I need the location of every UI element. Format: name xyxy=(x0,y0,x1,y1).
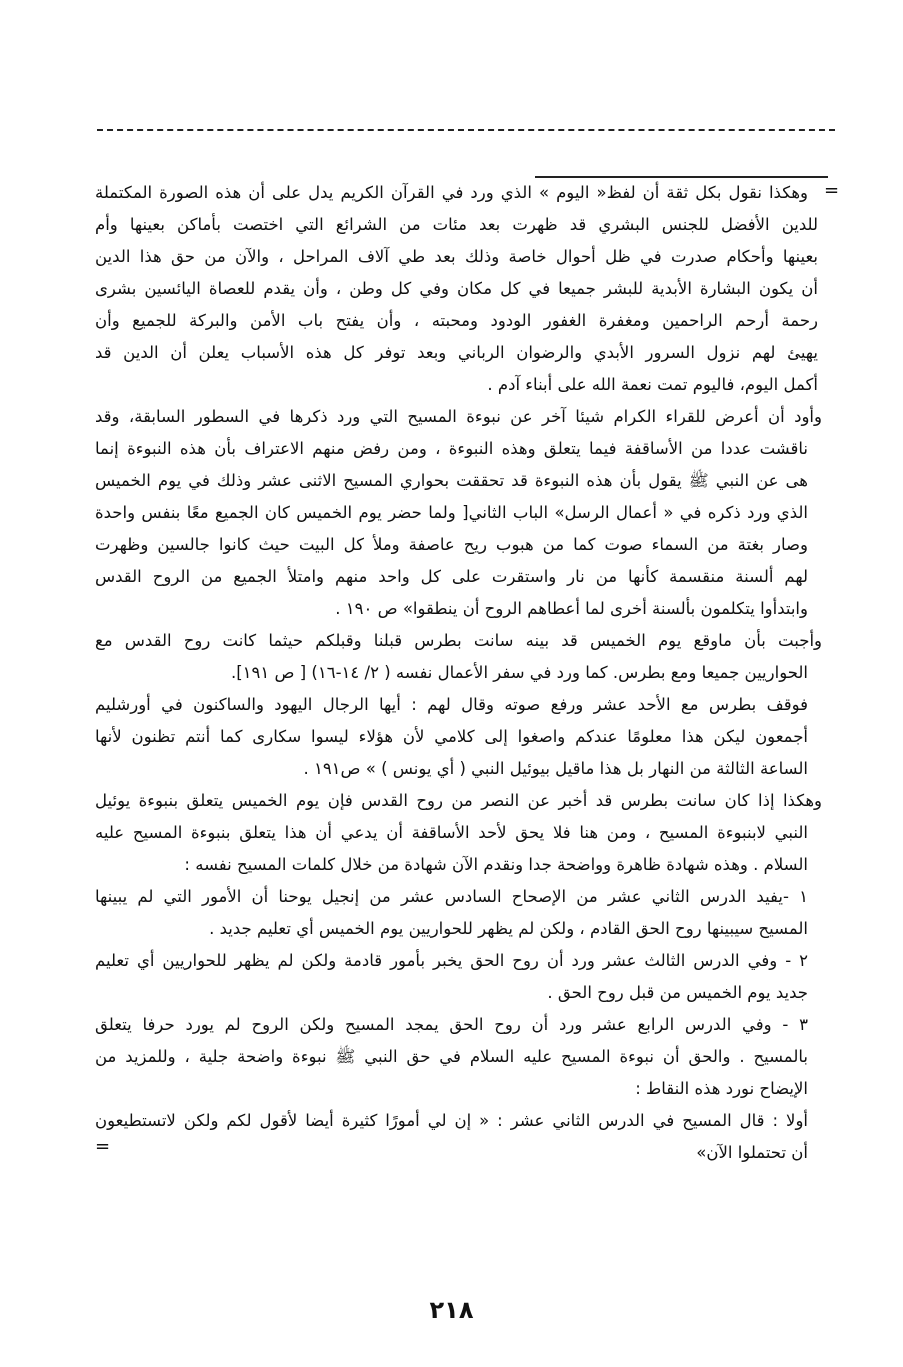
text-line: أولا : قال المسيح في الدرس الثاني عشر : « إن لي أمورًا كثيرة أيضا لأقول لكم ولكن لاتستطيعون xyxy=(95,1111,808,1130)
dashed-separator xyxy=(97,129,835,131)
text-line: النبي لابنبوءة المسيح ، ومن هنا فلا يحق لأحد الأساقفة أن يدعي أن هذا يتعلق بنبوءة المسيح عليه xyxy=(95,823,808,842)
text-line: بالمسيح . والحق أن نبوءة المسيح عليه السلام في حق النبي ﷺ نبوءة واضحة جلية ، وللمزيد من xyxy=(95,1047,808,1066)
text-line: رحمة أرحم الراحمين ومغفرة الغفور الودود ومحبته ، وأن يفتح باب الأمن والبركة للجميع وأن xyxy=(95,311,818,330)
text-line: الساعة الثالثة من النهار بل هذا ماقيل بيوئيل النبي ( أي يونس ) » ص١٩١ . xyxy=(303,759,808,778)
text-line: الذي ورد ذكره في « أعمال الرسل» الباب الثاني[ ولما حضر يوم الخميس كان الجميع معًا بنفس واحدة xyxy=(95,503,808,522)
text-line: أجمعون ليكن هذا معلومًا عندكم واصغوا إلى كلامي لأن هؤلاء ليسوا سكارى كما أنتم تظنون لأنها xyxy=(95,727,808,746)
text-line: بعينها وأحكام صدرت في ظل أحوال خاصة وذلك بعد طي آلاف المراحل ، والآن من حق هذا الدين xyxy=(95,247,818,266)
page-number: ٢١٨ xyxy=(429,1296,474,1324)
text-line: وهكذا إذا كان سانت بطرس قد أخبر عن النصر من روح القدس فإن يوم الخميس يتعلق بنبوءة يوئيل xyxy=(95,791,822,810)
text-line: السلام . وهذه شهادة ظاهرة وواضحة جدا ونقدم الآن شهادة من خلال كلمات المسيح نفسه : xyxy=(184,855,808,874)
text-line: وابتدأوا يتكلمون بألسنة أخرى لما أعطاهم الروح أن ينطقوا» ص ١٩٠ . xyxy=(335,599,808,618)
text-line: أن تحتملوا الآن» xyxy=(696,1143,808,1162)
text-line: وهكذا نقول بكل ثقة أن لفظ« اليوم » الذي ورد في القرآن الكريم يدل على أن هذه الصورة المكتملة xyxy=(95,183,808,202)
continuation-mark-top: = xyxy=(824,180,840,201)
text-line: فوقف بطرس مع الأحد عشر ورفع صوته وقال لهم : أيها الرجال اليهود والساكنون في أورشليم xyxy=(95,695,808,714)
text-line: أن يكون البشارة الأبدية للبشر جميعا في كل مكان وفي كل وطن ، وأن يقدم للعصاة اليائسين بشرى xyxy=(95,279,818,298)
text-line: وأجبت بأن ماوقع يوم الخميس قد بينه سانت بطرس قبلنا وقبلكم حيثما كانت روح القدس مع xyxy=(95,631,822,650)
text-line: ٢ - وفي الدرس الثالث عشر ورد أن روح الحق يخبر بأمور قادمة ولكن لم يظهر للحواريين أي تعليم xyxy=(95,951,808,970)
text-line: للدين الأفضل للجنس البشري قد ظهرت بعد مئات من الشرائع التي اختصت بأماكن بعينها وأم xyxy=(95,215,818,234)
continuation-mark-bottom: = xyxy=(95,1136,111,1157)
footnote-body xyxy=(95,177,822,1169)
text-line: يهيئ لهم نزول السرور الأبدي والرضوان الرباني وبعد توفر كل هذه الأسباب يعلن أن الدين قد xyxy=(95,343,818,362)
text-line: أكمل اليوم، فاليوم تمت نعمة الله على أبناء آدم . xyxy=(487,375,818,394)
text-line: وصار بغتة من السماء صوت كما من هبوب ريح عاصفة وملأ كل البيت حيث كانوا جالسين وظهرت xyxy=(95,535,808,554)
text-line: وأود أن أعرض للقراء الكرام شيئا آخر عن نبوءة المسيح التي ورد ذكرها في السطور السابقة، وقد xyxy=(95,407,822,426)
text-line: الإيضاح نورد هذه النقاط : xyxy=(635,1079,808,1098)
text-line: المسيح سيبينها روح الحق القادم ، ولكن لم يظهر للحواريين يوم الخميس أي تعليم جديد . xyxy=(209,919,808,938)
text-line: جديد يوم الخميس من قبل روح الحق . xyxy=(547,983,808,1002)
text-line: هى عن النبي ﷺ يقول بأن هذه النبوءة قد تحققت بحواري المسيح الاثنى عشر وذلك في يوم الخميس xyxy=(95,471,808,490)
text-line: الحواريين جميعا ومع بطرس. كما ورد في سفر الأعمال نفسه ( ٢/ ١٤-١٦) [ ص ١٩١]. xyxy=(230,663,808,682)
text-line: ١ -يفيد الدرس الثاني عشر من الإصحاح السادس عشر من إنجيل يوحنا أن الأمور التي لم يبينها xyxy=(95,887,808,906)
text-line: ٣ - وفي الدرس الرابع عشر ورد أن روح الحق يمجد المسيح ولكن الروح لم يورد حرفا يتعلق xyxy=(95,1015,808,1034)
text-line: لهم ألسنة منقسمة كأنها من نار واستقرت على كل واحد منهم وامتلأ الجميع من الروح القدس xyxy=(95,567,808,586)
text-line: ناقشت عددا من الأساقفة فيما يتعلق وهذه النبوءة ، ومن رفض منهم الاعتراف بأن هذه النبوءة إنما xyxy=(95,439,808,458)
